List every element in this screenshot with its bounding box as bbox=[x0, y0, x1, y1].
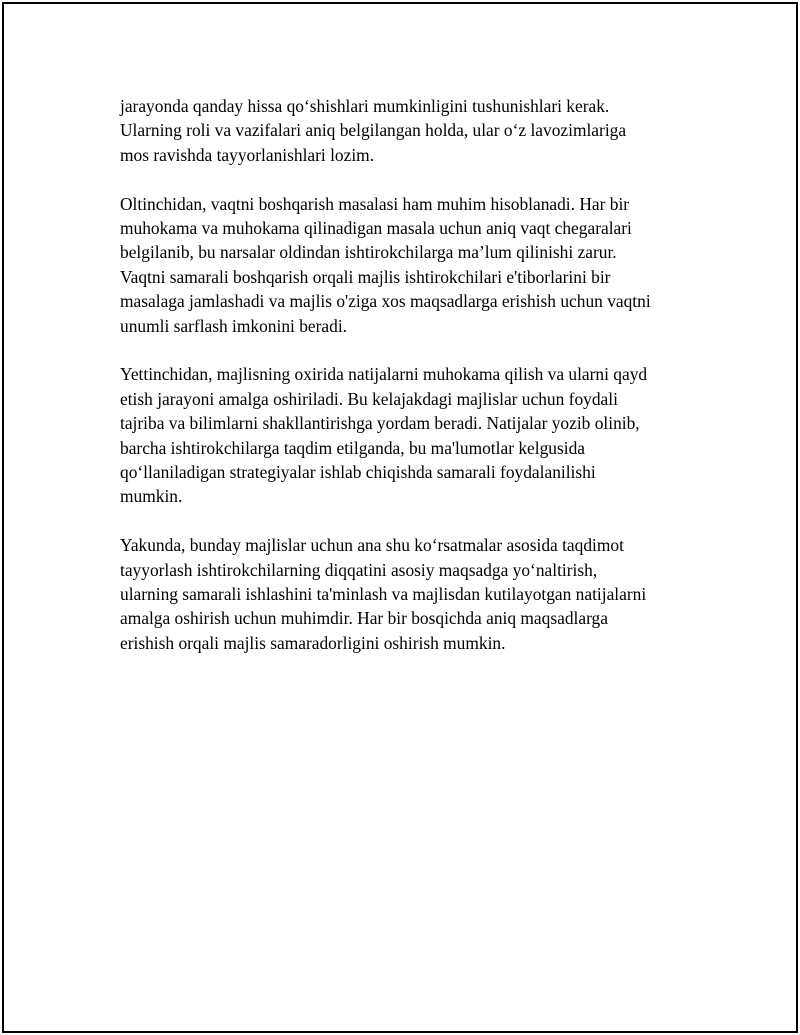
paragraph-line: amalga oshirish uchun muhimdir. Har bir bosqichda aniq maqsadlarga bbox=[120, 608, 608, 629]
paragraph-line: masalaga jamlashadi va majlis o'ziga xos maqsadlarga erishish uchun vaqtni bbox=[120, 291, 651, 312]
paragraph-line: mos ravishda tayyorlanishlari lozim. bbox=[120, 144, 375, 165]
document-page bbox=[2, 2, 798, 1033]
paragraph-line: unumli sarflash imkonini beradi. bbox=[120, 315, 348, 336]
paragraph-line: jarayonda qanday hissa qo‘shishlari mumkinligini tushunishlari kerak. bbox=[120, 96, 610, 116]
paragraph-line: ularning samarali ishlashini ta'minlash va majlisdan kutilayotgan natijalarni bbox=[120, 584, 647, 605]
paragraph-4 bbox=[120, 533, 700, 655]
paragraph-line: tayyorlash ishtirokchilarning diqqatini asosiy maqsadga yo‘naltirish, bbox=[120, 559, 598, 580]
paragraph-line: Yettinchidan, majlisning oxirida natijalarni muhokama qilish va ularni qayd bbox=[120, 364, 648, 385]
document-body bbox=[120, 94, 700, 680]
paragraph-line: tajriba va bilimlarni shakllantirishga yordam beradi. Natijalar yozib olinib, bbox=[120, 413, 640, 434]
paragraph-line: qo‘llaniladigan strategiyalar ishlab chiqishda samarali foydalanilishi bbox=[120, 462, 596, 483]
paragraph-1 bbox=[120, 94, 700, 167]
paragraph-2 bbox=[120, 192, 700, 338]
paragraph-line: Oltinchidan, vaqtni boshqarish masalasi ham muhim hisoblanadi. Har bir bbox=[120, 193, 630, 214]
paragraph-3 bbox=[120, 362, 700, 508]
paragraph-line: muhokama va muhokama qilinadigan masala uchun aniq vaqt chegaralari bbox=[120, 218, 632, 239]
paragraph-line: Vaqtni samarali boshqarish orqali majlis ishtirokchilari e'tiborlarini bir bbox=[120, 266, 611, 287]
paragraph-line: Yakunda, bunday majlislar uchun ana shu ko‘rsatmalar asosida taqdimot bbox=[120, 535, 624, 556]
paragraph-line: belgilanib, bu narsalar oldindan ishtirokchilarga ma’lum qilinishi zarur. bbox=[120, 242, 617, 263]
paragraph-line: etish jarayoni amalga oshiriladi. Bu kelajakdagi majlislar uchun foydali bbox=[120, 388, 618, 409]
paragraph-line: mumkin. bbox=[120, 486, 183, 507]
paragraph-line: Ularning roli va vazifalari aniq belgilangan holda, ular o‘z lavozimlariga bbox=[120, 120, 627, 141]
paragraph-line: erishish orqali majlis samaradorligini oshirish mumkin. bbox=[120, 632, 506, 653]
paragraph-line: barcha ishtirokchilarga taqdim etilganda, bu ma'lumotlar kelgusida bbox=[120, 437, 585, 458]
